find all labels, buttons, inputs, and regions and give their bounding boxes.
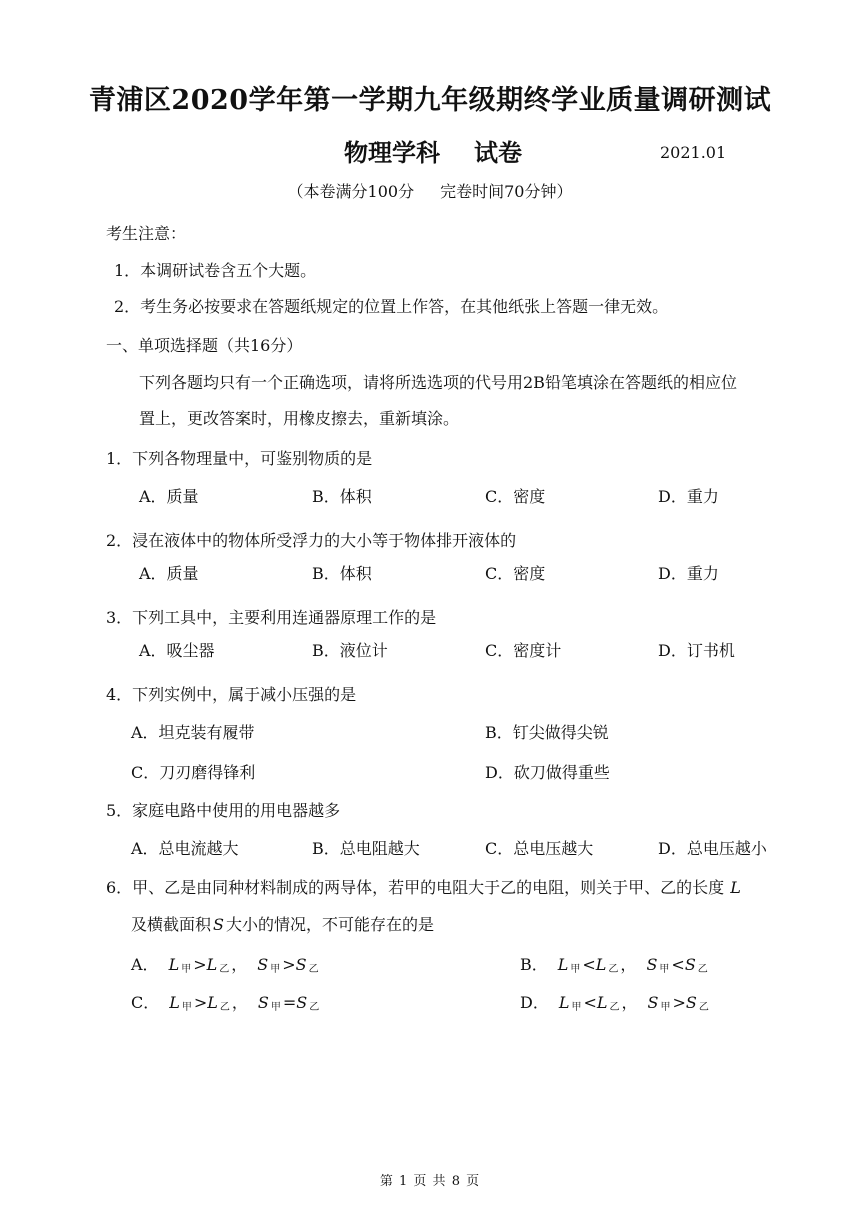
option: A．质量 — [139, 564, 199, 583]
question-stem: 5．家庭电路中使用的用电器越多 — [106, 801, 341, 820]
option: C．密度 — [485, 564, 546, 583]
page-number: 第 1 页 共 8 页 — [379, 1174, 481, 1189]
option: B．钉尖做得尖锐 — [485, 723, 609, 742]
option: C．密度 — [485, 487, 546, 506]
exam-title: 青浦区2020学年第一学期九年级期终学业质量调研测试 — [88, 85, 772, 116]
section-instruction: 置上，更改答案时，用橡皮擦去，重新填涂。 — [139, 409, 460, 428]
option: C．刀刃磨得锋利 — [131, 763, 256, 782]
option: B．体积 — [312, 564, 372, 583]
option: C．总电压越大 — [485, 839, 594, 858]
option: D．重力 — [658, 564, 719, 583]
question-stem: 4．下列实例中，属于减小压强的是 — [106, 685, 357, 704]
option: B．总电阻越大 — [312, 839, 420, 858]
option: A．质量 — [139, 487, 199, 506]
notice-item: 1．本调研试卷含五个大题。 — [114, 261, 317, 280]
question-stem-cont: 及横截面积 S 大小的情况，不可能存在的是 — [131, 915, 434, 934]
option: D．砍刀做得重些 — [485, 763, 610, 782]
section-heading: 一、单项选择题（共16分） — [106, 336, 303, 355]
option: A．坦克装有履带 — [131, 723, 255, 742]
question-stem: 1．下列各物理量中，可鉴别物质的是 — [106, 449, 373, 468]
section-instruction: 下列各题均只有一个正确选项，请将所选选项的代号用2B铅笔填涂在答题纸的相应位 — [139, 373, 737, 392]
option: B．液位计 — [312, 641, 388, 660]
question-stem: 3．下列工具中，主要利用连通器原理工作的是 — [106, 608, 437, 627]
option: D．订书机 — [658, 641, 735, 660]
option: D． L 甲 <L 乙 ， S 甲 >S 乙 — [520, 993, 709, 1013]
option: B． L 甲 <L 乙 ， S 甲 <S 乙 — [520, 955, 708, 975]
paper-label: 试卷 — [474, 138, 522, 167]
time-limit: 完卷时间70分钟） — [440, 182, 573, 201]
exam-date: 2021.01 — [660, 143, 727, 162]
subject-title — [344, 133, 522, 168]
notice-item: 2．考生务必按要求在答题纸规定的位置上作答，在其他纸张上答题一律无效。 — [114, 297, 669, 316]
option: A． L 甲 >L 乙 ， S 甲 >S 乙 — [131, 955, 319, 975]
question-stem: 6．甲、乙是由同种材料制成的两导体，若甲的电阻大于乙的电阻，则关于甲、乙的长度 L — [106, 878, 741, 897]
option: C．密度计 — [485, 641, 562, 660]
question-stem: 2．浸在液体中的物体所受浮力的大小等于物体排开液体的 — [106, 531, 517, 550]
option: C． L 甲 >L 乙 ， S 甲 =S 乙 — [131, 993, 320, 1013]
option: D．重力 — [658, 487, 719, 506]
option: A．吸尘器 — [139, 641, 215, 660]
subject-name: 物理学科 — [344, 138, 440, 167]
full-score: （本卷满分100分 — [287, 182, 415, 201]
notice-heading: 考生注意： — [106, 224, 187, 243]
option: A．总电流越大 — [131, 839, 239, 858]
exam-info — [0, 179, 860, 202]
option: B．体积 — [312, 487, 372, 506]
option: D．总电压越小 — [658, 839, 767, 858]
